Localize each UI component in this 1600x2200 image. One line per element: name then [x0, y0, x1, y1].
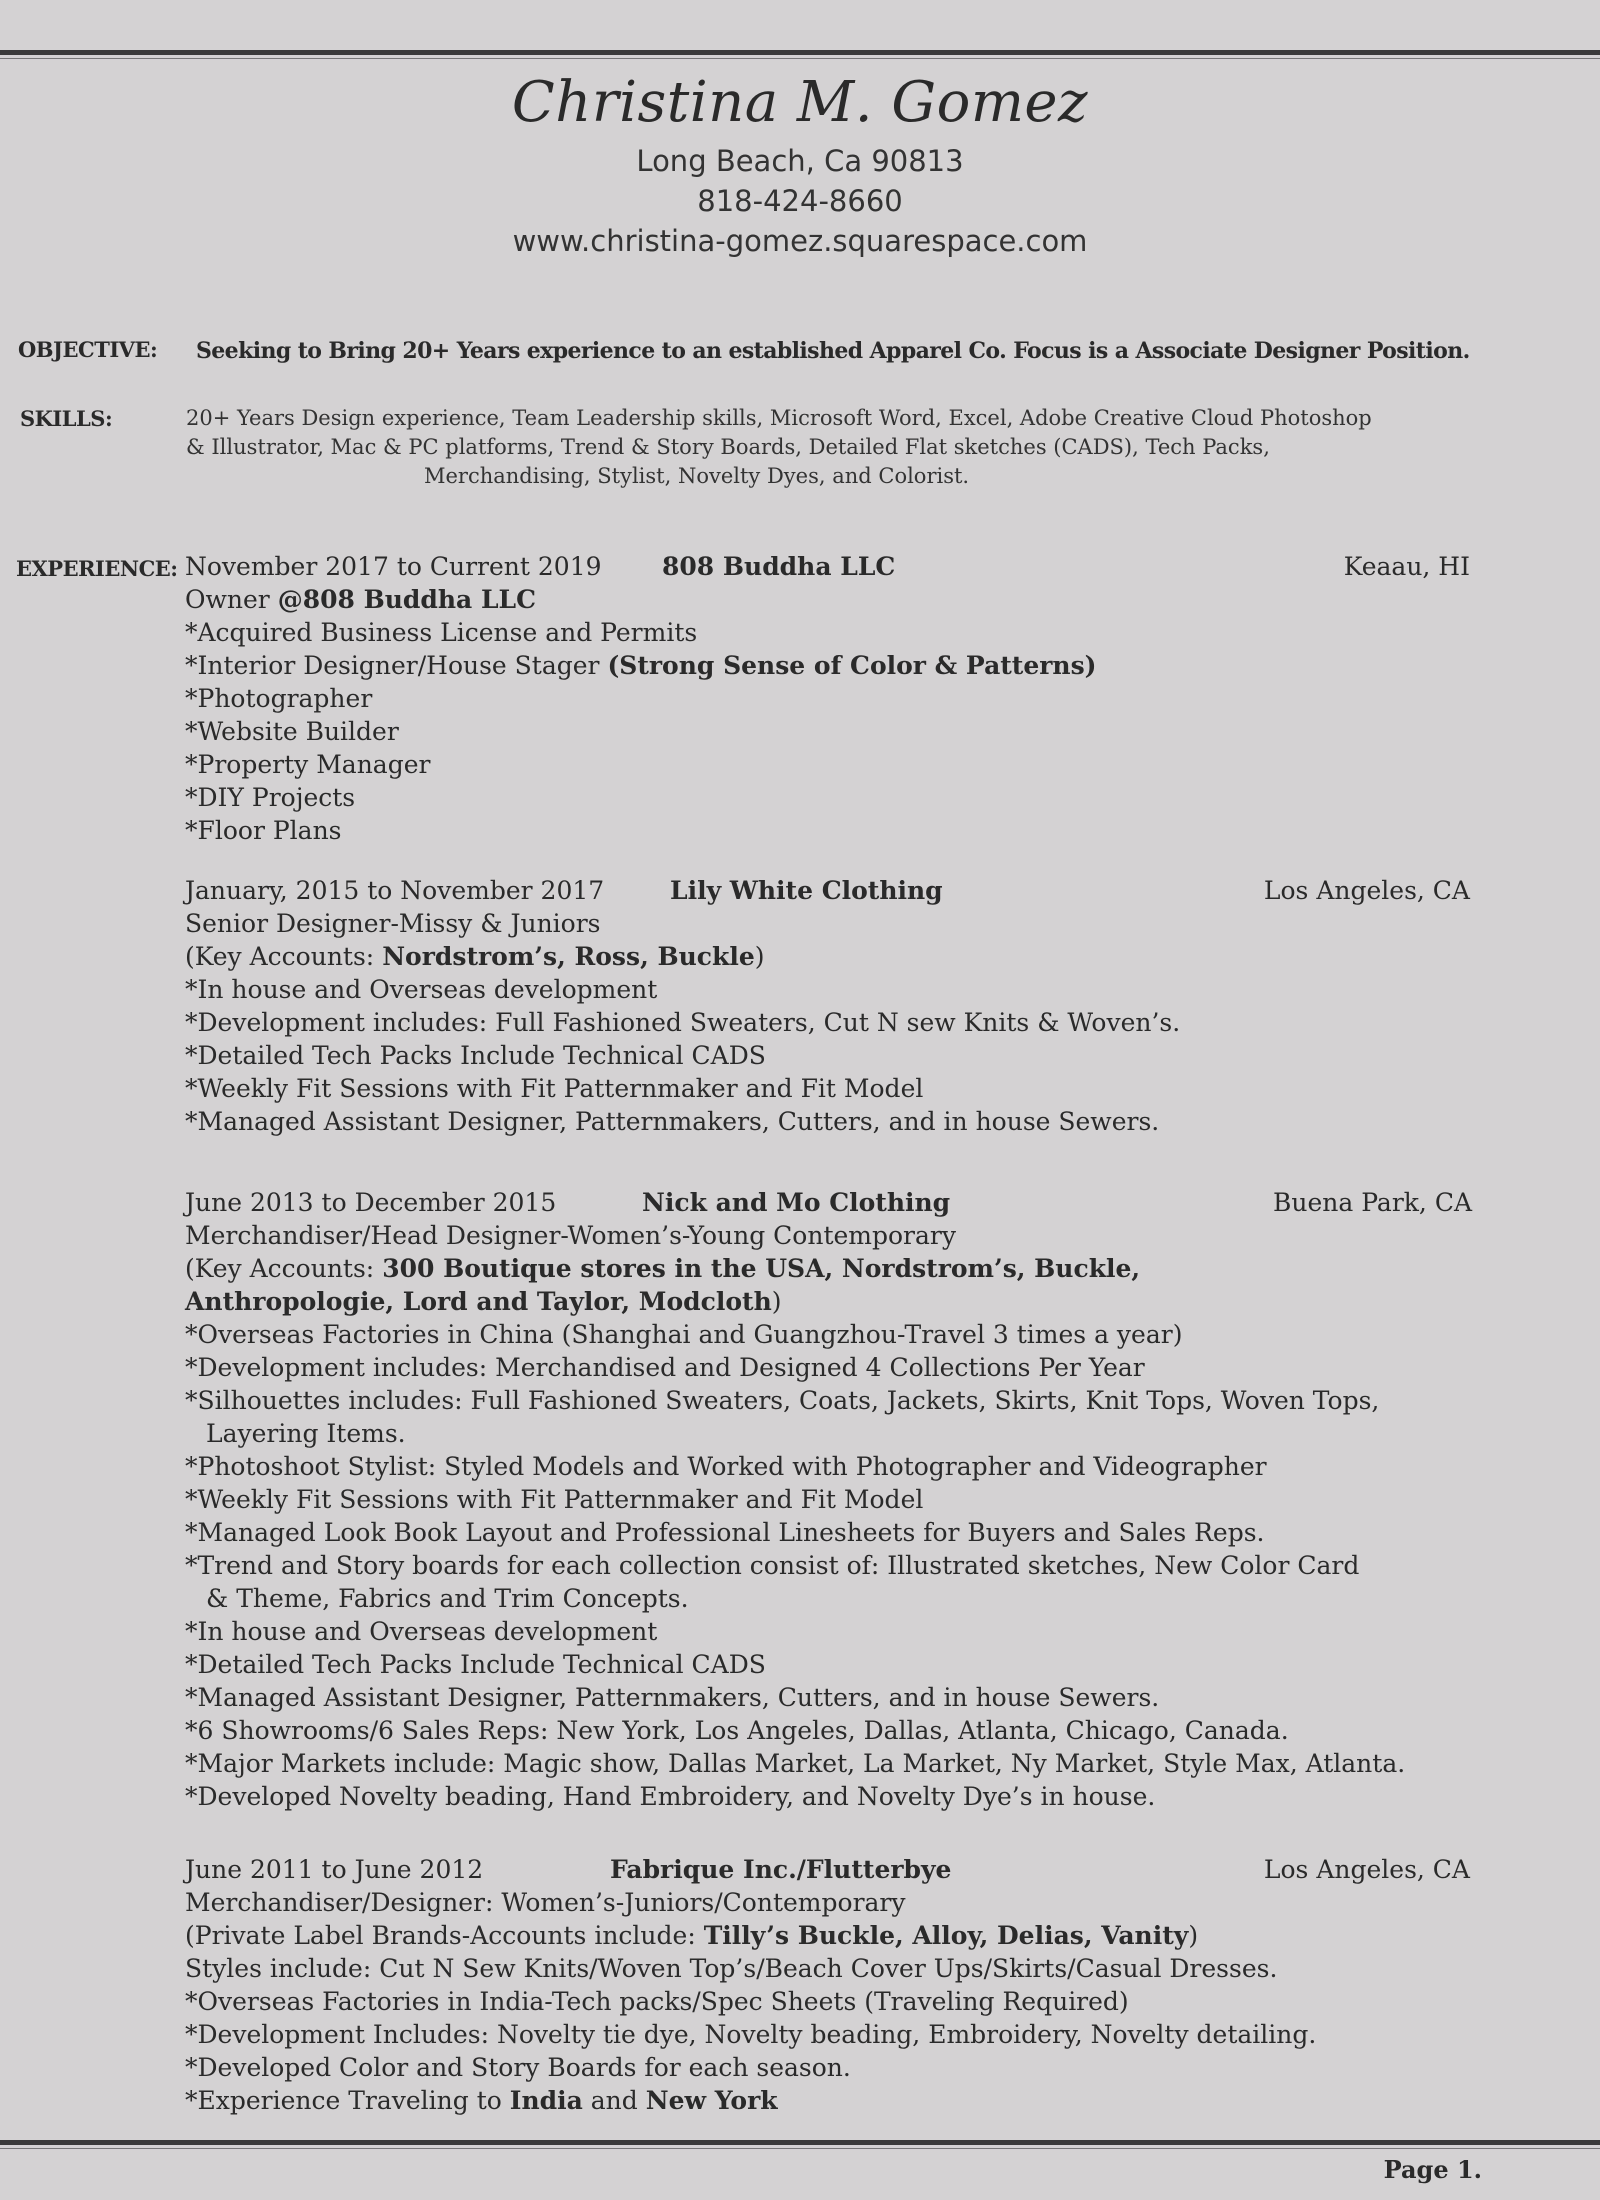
- skills-line: & Illustrator, Mac & PC platforms, Trend & Story Boards, Detailed Flat sketches (CADS), Tech Packs,: [186, 435, 1270, 459]
- skills-line: Merchandising, Stylist, Novelty Dyes, and Colorist.: [424, 464, 970, 488]
- job-title-prefix: Owner: [185, 585, 278, 614]
- job-company: 808 Buddha LLC: [662, 552, 896, 581]
- bottom-rule: [0, 2140, 1600, 2145]
- bullet-text: *Interior Designer/House Stager: [185, 651, 608, 680]
- bullet-text: and: [582, 2086, 646, 2115]
- key-accounts-list: 300 Boutique stores in the USA, Nordstrom’s, Buckle,: [382, 1254, 1141, 1283]
- key-accounts-suffix: ): [771, 1287, 782, 1316]
- bullet: *Weekly Fit Sessions with Fit Patternmaker and Fit Model: [185, 1485, 924, 1514]
- website-link[interactable]: www.christina-gomez.squarespace.com: [512, 224, 1088, 258]
- bullet: *Detailed Tech Packs Include Technical CADS: [185, 1041, 766, 1070]
- job-location: Los Angeles, CA: [1263, 876, 1470, 905]
- bullet: *Managed Look Book Layout and Professional Linesheets for Buyers and Sales Reps.: [185, 1518, 1265, 1547]
- key-accounts-prefix: (Key Accounts:: [185, 1254, 383, 1283]
- bullet: *Development includes: Full Fashioned Sweaters, Cut N sew Knits & Woven’s.: [185, 1008, 1181, 1037]
- bullet: *Website Builder: [185, 717, 399, 746]
- bullet: *Major Markets include: Magic show, Dallas Market, La Market, Ny Market, Style Max, Atlanta.: [185, 1749, 1406, 1778]
- key-accounts-prefix: (Key Accounts:: [185, 942, 383, 971]
- top-rule: [0, 50, 1600, 55]
- job-location: Los Angeles, CA: [1263, 1855, 1470, 1884]
- bullet: *Development Includes: Novelty tie dye, Novelty beading, Embroidery, Novelty detailing.: [185, 2020, 1317, 2049]
- objective-label: OBJECTIVE:: [18, 337, 158, 362]
- key-accounts-prefix: (Private Label Brands-Accounts include:: [185, 1921, 704, 1950]
- job-title: Merchandiser/Designer: Women’s-Juniors/Contemporary: [185, 1888, 906, 1917]
- address: Long Beach, Ca 90813: [636, 144, 964, 178]
- bullet: *Overseas Factories in China (Shanghai and Guangzhou-Travel 3 times a year): [185, 1320, 1183, 1349]
- key-accounts-list-cont: Anthropologie, Lord and Taylor, Modcloth: [185, 1287, 772, 1316]
- skills-line: 20+ Years Design experience, Team Leadership skills, Microsoft Word, Excel, Adobe Creative Cloud Photoshop: [186, 406, 1372, 430]
- key-accounts: [185, 1254, 1140, 1283]
- bullet-emphasis: (Strong Sense of Color & Patterns): [607, 651, 1097, 680]
- bullet: *Developed Novelty beading, Hand Embroidery, and Novelty Dye’s in house.: [185, 1782, 1156, 1811]
- bullet-text: *Experience Traveling to: [185, 2086, 510, 2115]
- bullet-cont: Layering Items.: [206, 1419, 406, 1448]
- job-company: Lily White Clothing: [670, 876, 943, 905]
- bullet: *Weekly Fit Sessions with Fit Patternmaker and Fit Model: [185, 1074, 924, 1103]
- skills-label: SKILLS:: [20, 406, 113, 431]
- key-accounts: [185, 1921, 1198, 1950]
- job-location: Buena Park, CA: [1273, 1188, 1472, 1217]
- job-company: Nick and Mo Clothing: [642, 1188, 951, 1217]
- job-title: Senior Designer-Missy & Juniors: [185, 909, 601, 938]
- bullet-emphasis: India: [509, 2086, 583, 2115]
- bullet: [185, 651, 1097, 680]
- bullet: *In house and Overseas development: [185, 1617, 658, 1646]
- bullet: *Property Manager: [185, 750, 431, 779]
- job-dates: January, 2015 to November 2017: [185, 876, 605, 905]
- job-dates: November 2017 to Current 2019: [185, 552, 602, 581]
- bullet: *Managed Assistant Designer, Patternmakers, Cutters, and in house Sewers.: [185, 1107, 1160, 1136]
- key-accounts-suffix: ): [754, 942, 765, 971]
- bullet: *DIY Projects: [185, 783, 356, 812]
- top-rule-thin: [0, 58, 1600, 59]
- job-location: Keaau, HI: [1343, 552, 1470, 581]
- job-dates: June 2013 to December 2015: [185, 1188, 557, 1217]
- bullet: *Silhouettes includes: Full Fashioned Sweaters, Coats, Jackets, Skirts, Knit Tops, Woven Tops,: [185, 1386, 1380, 1415]
- bullet-emphasis: New York: [645, 2086, 778, 2115]
- bullet: *Detailed Tech Packs Include Technical CADS: [185, 1650, 766, 1679]
- experience-label: EXPERIENCE:: [16, 556, 178, 581]
- job-title-company: @808 Buddha LLC: [277, 585, 536, 614]
- bullet: *Trend and Story boards for each collection consist of: Illustrated sketches, New Color Card: [185, 1551, 1360, 1580]
- bullet: *Development includes: Merchandised and Designed 4 Collections Per Year: [185, 1353, 1145, 1382]
- key-accounts: [185, 942, 765, 971]
- bullet: *Photoshoot Stylist: Styled Models and Worked with Photographer and Videographer: [185, 1452, 1267, 1481]
- job-title: Merchandiser/Head Designer-Women’s-Young Contemporary: [185, 1221, 956, 1250]
- bullet: *Managed Assistant Designer, Patternmakers, Cutters, and in house Sewers.: [185, 1683, 1160, 1712]
- bullet: *In house and Overseas development: [185, 975, 658, 1004]
- key-accounts-list: Nordstrom’s, Ross, Buckle: [382, 942, 755, 971]
- styles-line: Styles include: Cut N Sew Knits/Woven Top’s/Beach Cover Ups/Skirts/Casual Dresses.: [185, 1954, 1278, 1983]
- page-number: Page 1.: [1383, 2155, 1482, 2184]
- phone: 818-424-8660: [697, 184, 903, 218]
- bullet: *Floor Plans: [185, 816, 342, 845]
- bullet: [185, 2086, 778, 2115]
- key-accounts-list: Tilly’s Buckle, Alloy, Delias, Vanity: [703, 1921, 1189, 1950]
- key-accounts-cont: [185, 1287, 782, 1316]
- bullet: *Developed Color and Story Boards for each season.: [185, 2053, 851, 2082]
- job-dates: June 2011 to June 2012: [185, 1855, 484, 1884]
- bottom-rule-thin: [0, 2148, 1600, 2149]
- objective-text: Seeking to Bring 20+ Years experience to an established Apparel Co. Focus is a Associate Designer Position.: [196, 338, 1470, 364]
- bullet: *Photographer: [185, 684, 373, 713]
- job-company: Fabrique Inc./Flutterbye: [610, 1855, 952, 1884]
- candidate-name: Christina M. Gomez: [511, 70, 1089, 135]
- bullet: *6 Showrooms/6 Sales Reps: New York, Los Angeles, Dallas, Atlanta, Chicago, Canada.: [185, 1716, 1289, 1745]
- bullet: *Acquired Business License and Permits: [185, 618, 698, 647]
- bullet: *Overseas Factories in India-Tech packs/Spec Sheets (Traveling Required): [185, 1987, 1129, 2016]
- key-accounts-suffix: ): [1188, 1921, 1199, 1950]
- job-title: [185, 585, 536, 614]
- bullet-cont: & Theme, Fabrics and Trim Concepts.: [206, 1584, 689, 1613]
